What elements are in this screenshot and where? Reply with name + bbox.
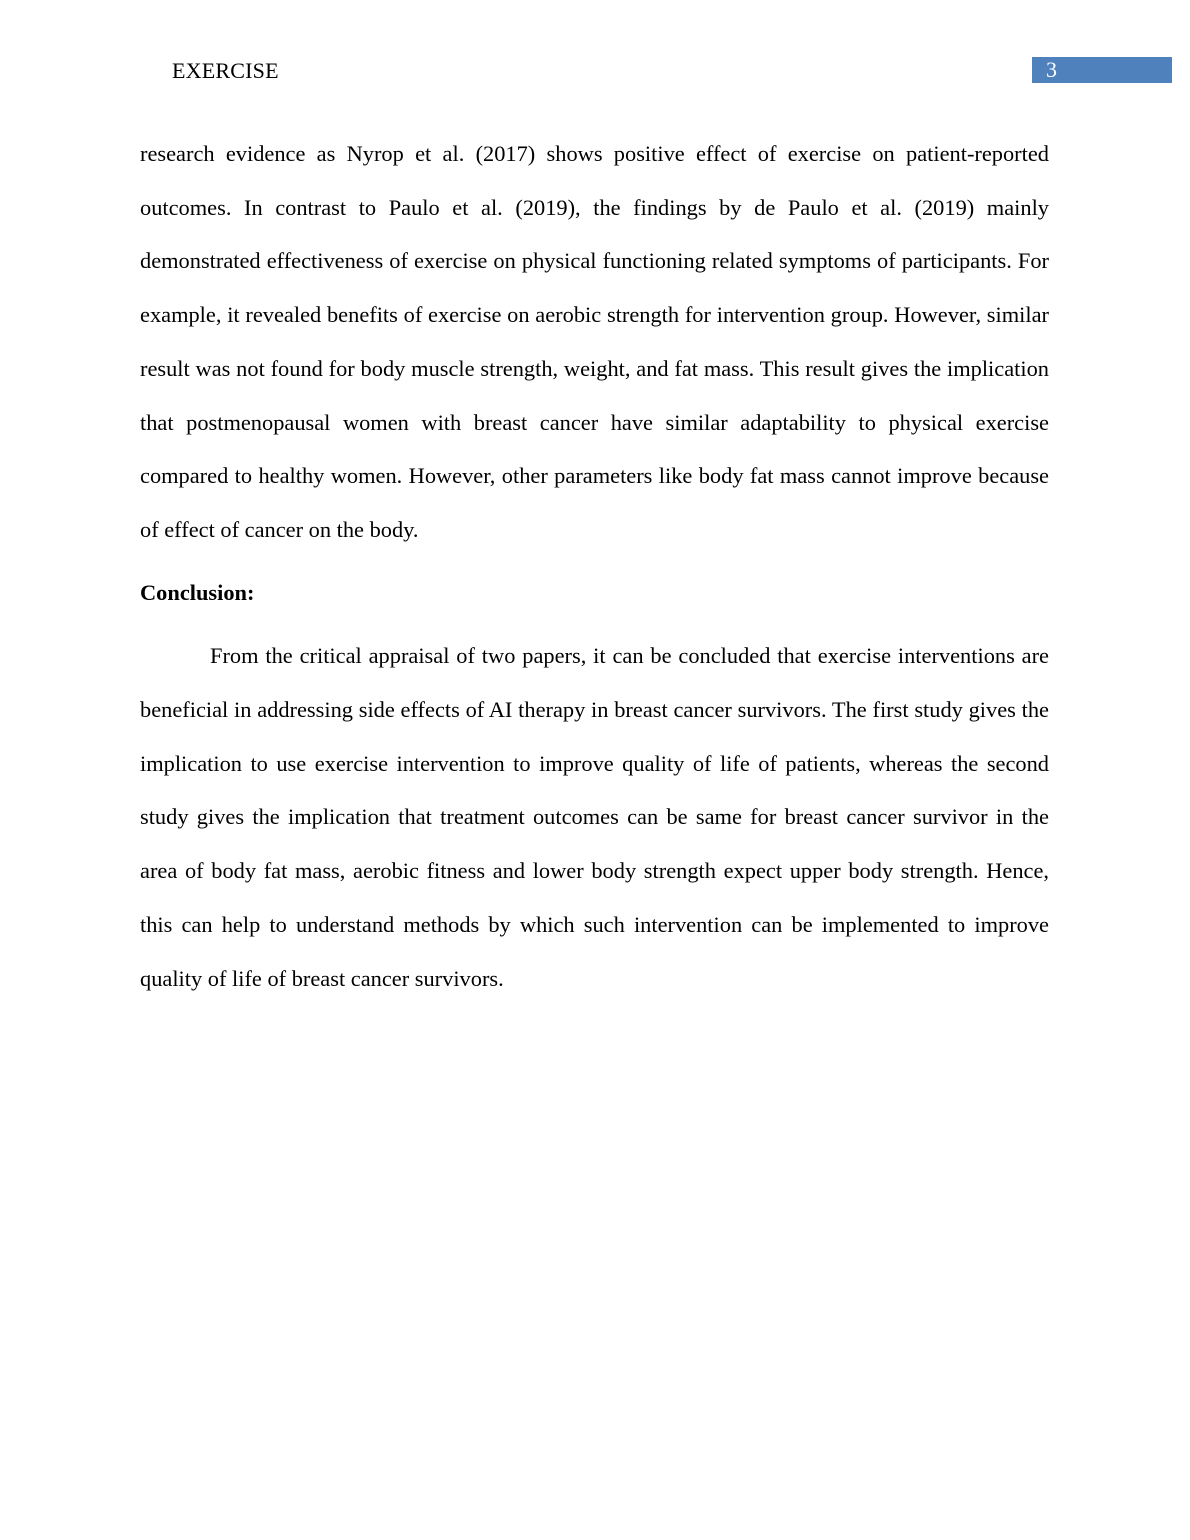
conclusion-heading: Conclusion: [140, 579, 255, 605]
page-number: 3 [1046, 57, 1057, 82]
page-number-box [1032, 57, 1172, 83]
document-body [140, 127, 1049, 1005]
body-paragraph-conclusion: From the critical appraisal of two papers, it can be concluded that exercise interventions are beneficial in addressing side effects of AI therapy in breast cancer survivors. The first study gives the implication to use exercise intervention to improve quality of life of patients, whereas the second study gives the implication that treatment outcomes can be same for breast cancer survivor in the area of body fat mass, aerobic fitness and lower body strength expect upper body strength. Hence, this can help to understand methods by which such intervention can be implemented to improve quality of life of breast cancer survivors. [140, 643, 1049, 991]
running-head: EXERCISE [172, 58, 279, 83]
body-paragraph-discussion: research evidence as Nyrop et al. (2017) shows positive effect of exercise on patient-reported outcomes. In contrast to Paulo et al. (2019), the findings by de Paulo et al. (2019) mainly demonstrated effectiveness of exercise on physical functioning related symptoms of participants. For example, it revealed benefits of exercise on aerobic strength for intervention group. However, similar result was not found for body muscle strength, weight, and fat mass. This result gives the implication that postmenopausal women with breast cancer have similar adaptability to physical exercise compared to healthy women. However, other parameters like body fat mass cannot improve because of effect of cancer on the body. [140, 141, 1049, 542]
